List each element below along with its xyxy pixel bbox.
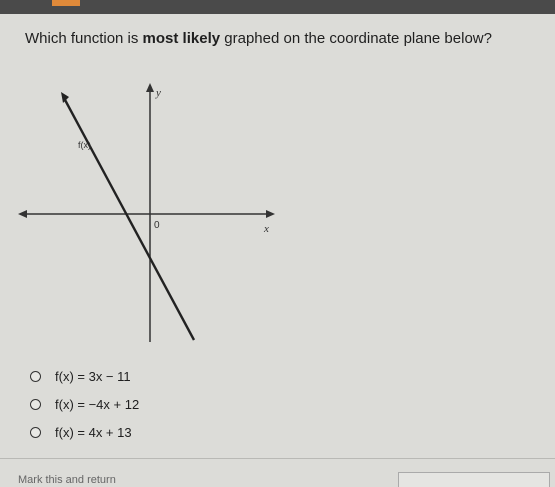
y-axis-arrow bbox=[146, 83, 154, 92]
navigation-button[interactable] bbox=[398, 472, 550, 487]
choice-option-2[interactable] bbox=[30, 390, 139, 418]
radio-button[interactable] bbox=[30, 427, 41, 438]
radio-button[interactable] bbox=[30, 399, 41, 410]
question-text bbox=[25, 30, 492, 47]
x-axis-label: x bbox=[264, 223, 269, 235]
top-tab-indicator bbox=[52, 0, 80, 6]
choice-option-1[interactable] bbox=[30, 362, 139, 390]
coordinate-plane bbox=[16, 80, 296, 350]
footer-divider bbox=[0, 458, 555, 459]
origin-label: 0 bbox=[154, 220, 160, 231]
y-axis-label: y bbox=[156, 87, 161, 99]
radio-button[interactable] bbox=[30, 371, 41, 382]
answer-choices bbox=[30, 362, 139, 446]
x-axis-arrow-left bbox=[18, 210, 27, 218]
x-axis-arrow-right bbox=[266, 210, 275, 218]
question-suffix: graphed on the coordinate plane below? bbox=[220, 30, 492, 47]
choice-label: f(x) = 4x + 13 bbox=[55, 424, 132, 440]
question-prefix: Which function is bbox=[25, 30, 143, 47]
choice-label: f(x) = 3x − 11 bbox=[55, 368, 131, 384]
browser-top-bar bbox=[0, 0, 555, 14]
function-label: f(x) bbox=[78, 140, 91, 150]
question-emphasis: most likely bbox=[142, 30, 221, 47]
function-line bbox=[64, 98, 194, 340]
choice-option-3[interactable] bbox=[30, 418, 139, 446]
choice-label: f(x) = −4x + 12 bbox=[55, 396, 140, 412]
mark-and-return-link[interactable]: Mark this and return bbox=[18, 474, 116, 486]
